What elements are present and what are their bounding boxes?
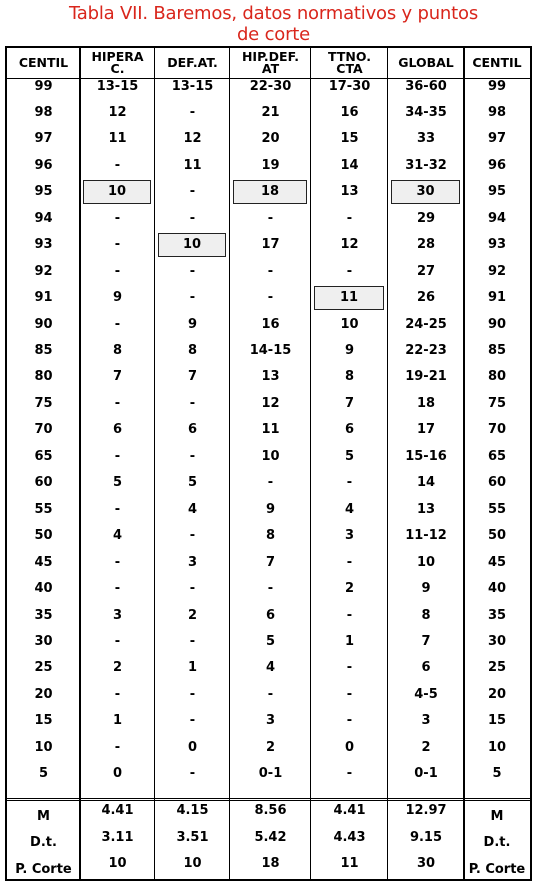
stats-cell: 18 <box>261 856 280 871</box>
table-cell: 3 <box>344 528 355 544</box>
stats-cell: 10 <box>183 856 202 871</box>
table-cell: 2 <box>344 581 355 597</box>
table-cell: - <box>189 581 196 597</box>
table-cell: 34-35 <box>405 104 447 120</box>
column-header-line: C. <box>110 61 125 76</box>
table-cell: 6 <box>421 660 431 676</box>
table-cell: 91 <box>487 290 507 306</box>
table-cell: 12 <box>108 104 127 120</box>
table-cell: - <box>346 263 353 279</box>
table-cell: - <box>114 316 121 332</box>
table-cell: 85 <box>487 343 507 358</box>
table-cell: 12 <box>261 395 280 411</box>
table-cell: 12 <box>340 237 359 253</box>
stats-cell: 10 <box>108 856 127 871</box>
table-cell: 1 <box>344 633 355 649</box>
table-cell: - <box>114 686 121 702</box>
stats-cell: 4.43 <box>333 829 366 845</box>
table-cell: 4-5 <box>414 686 438 702</box>
table-cell: 99 <box>487 78 507 94</box>
table-cell: - <box>189 766 196 782</box>
table-cell: 14 <box>416 475 436 491</box>
table-cell: 10 <box>340 316 359 332</box>
stats-cell: M <box>490 808 504 824</box>
table-cell: 11-12 <box>405 528 447 544</box>
stats-divider <box>7 798 530 801</box>
column-header-line: AT <box>261 61 280 76</box>
table-cell: 2 <box>112 660 123 676</box>
table-cell: 60 <box>34 475 53 491</box>
highlighted-cut-off-cell: 11 <box>314 286 384 310</box>
table-cell: 30 <box>487 633 507 649</box>
table-cell: 8 <box>265 528 276 544</box>
table-cell: 25 <box>487 660 507 676</box>
table-cell: - <box>267 475 274 491</box>
column-header-line: TTNO. <box>328 49 371 64</box>
table-cell: 90 <box>34 316 53 332</box>
table-cell: 13 <box>416 501 436 517</box>
table-cell: - <box>189 686 196 702</box>
highlighted-cut-off-cell: 30 <box>391 180 460 204</box>
table-cell: - <box>114 263 121 279</box>
table-cell: 4 <box>344 501 355 517</box>
table-cell: 98 <box>34 104 53 120</box>
table-cell: 4 <box>112 528 123 544</box>
table-cell: - <box>114 501 121 517</box>
table-cell: 5 <box>344 448 355 464</box>
table-cell: - <box>114 633 121 649</box>
table-cell: 70 <box>34 422 53 438</box>
table-cell: 35 <box>487 607 507 623</box>
table-cell: 2 <box>265 739 276 755</box>
stats-cell: 4.41 <box>333 803 366 818</box>
column-header-line: DEF.AT. <box>167 55 218 70</box>
table-cell: 27 <box>416 263 436 279</box>
table-cell: 15 <box>487 713 507 729</box>
table-cell: 60 <box>487 475 507 491</box>
table-cell: 29 <box>416 210 436 226</box>
table-cell: 9 <box>112 290 123 306</box>
table-cell: 21 <box>261 104 280 120</box>
normative-table <box>5 46 532 881</box>
table-cell: 99 <box>34 78 53 94</box>
table-cell: 6 <box>265 607 276 623</box>
table-cell: 0-1 <box>414 766 438 782</box>
table-cell: 45 <box>34 554 53 570</box>
table-cell: - <box>114 554 121 570</box>
table-cell: - <box>189 713 196 729</box>
highlighted-cut-off-cell: 10 <box>158 233 226 257</box>
table-cell: 22-23 <box>405 343 447 358</box>
table-cell: 50 <box>487 528 507 544</box>
stats-cell: D.t. <box>30 835 57 850</box>
table-cell: 0 <box>344 739 355 755</box>
table-cell: 20 <box>487 686 507 702</box>
stats-cell: D.t. <box>483 835 511 850</box>
table-cell: - <box>114 395 121 411</box>
table-cell: 7 <box>344 395 355 411</box>
table-cell: 3 <box>421 713 431 729</box>
table-cell: 9 <box>421 581 431 597</box>
table-cell: 65 <box>487 448 507 464</box>
table-cell: 7 <box>421 633 431 649</box>
table-cell: 10 <box>261 448 280 464</box>
column-header-line: GLOBAL <box>398 55 454 70</box>
table-cell: 94 <box>487 210 507 226</box>
table-cell: 24-25 <box>405 316 447 332</box>
table-cell: 97 <box>487 131 507 147</box>
stats-cell: 3.51 <box>176 829 209 845</box>
table-cell: 5 <box>38 766 49 782</box>
table-cell: 5 <box>187 475 198 491</box>
table-cell: - <box>114 210 121 226</box>
table-cell: 5 <box>112 475 123 491</box>
table-cell: 28 <box>416 237 436 253</box>
table-cell: - <box>267 210 274 226</box>
table-cell: 6 <box>187 422 198 438</box>
table-cell: 20 <box>261 131 280 147</box>
table-cell: 35 <box>34 607 53 623</box>
table-cell: 0 <box>187 739 198 755</box>
table-cell: - <box>114 739 121 755</box>
table-cell: 12 <box>183 131 202 147</box>
highlighted-cut-off-cell: 10 <box>83 180 151 204</box>
table-cell: 17-30 <box>328 78 371 94</box>
table-cell: - <box>189 633 196 649</box>
table-cell: 10 <box>416 554 436 570</box>
table-cell: 9 <box>344 343 355 358</box>
column-header-line: CENTIL <box>472 55 522 70</box>
table-cell: 0 <box>112 766 123 782</box>
table-cell: 96 <box>487 157 507 173</box>
table-cell: 70 <box>487 422 507 438</box>
table-cell: 33 <box>416 131 436 147</box>
table-cell: - <box>189 184 196 200</box>
table-cell: 80 <box>487 369 507 385</box>
stats-cell: 30 <box>416 856 436 871</box>
table-cell: 75 <box>34 395 53 411</box>
column-header-line: HIP.DEF. <box>241 49 300 64</box>
table-cell: 2 <box>421 739 431 755</box>
table-cell: 55 <box>34 501 53 517</box>
table-cell: 36-60 <box>405 78 447 94</box>
table-cell: 15 <box>340 131 359 147</box>
table-cell: 50 <box>34 528 53 544</box>
table-cell: 13-15 <box>171 78 214 94</box>
table-cell: 30 <box>34 633 53 649</box>
table-cell: 45 <box>487 554 507 570</box>
table-cell: - <box>267 290 274 306</box>
table-cell: - <box>114 157 121 173</box>
table-cell: 90 <box>487 316 507 332</box>
stats-cell: 12.97 <box>405 803 447 818</box>
table-cell: 14 <box>340 157 359 173</box>
column-header-line: HIPERA <box>91 49 144 64</box>
table-cell: 1 <box>112 713 123 729</box>
table-cell: 0-1 <box>258 766 283 782</box>
table-title <box>0 3 547 45</box>
table-cell: 40 <box>34 581 53 597</box>
stats-cell: 9.15 <box>409 829 443 845</box>
table-cell: - <box>189 290 196 306</box>
table-title-line-2: de corte <box>236 24 311 45</box>
table-cell: 2 <box>187 607 198 623</box>
table-cell: 15 <box>34 713 53 729</box>
stats-cell: 4.41 <box>101 803 134 818</box>
table-cell: - <box>346 660 353 676</box>
table-cell: 1 <box>187 660 198 676</box>
table-title-line-1: Tabla VII. Baremos, datos normativos y puntos <box>68 3 478 24</box>
table-cell: 92 <box>487 263 507 279</box>
stats-cell: 4.15 <box>176 803 209 818</box>
table-cell: 13-15 <box>96 78 139 94</box>
table-cell: 91 <box>34 290 53 306</box>
table-cell: 17 <box>416 422 436 438</box>
table-cell: - <box>114 581 121 597</box>
table-cell: 98 <box>487 104 507 120</box>
table-cell: 93 <box>34 237 53 253</box>
table-cell: 3 <box>265 713 276 729</box>
table-cell: 95 <box>34 184 53 200</box>
table-cell: - <box>189 210 196 226</box>
stats-cell: M <box>37 808 50 824</box>
table-cell: - <box>267 263 274 279</box>
table-cell: 17 <box>261 237 280 253</box>
table-cell: 3 <box>187 554 198 570</box>
table-cell: 9 <box>265 501 276 517</box>
table-cell: 3 <box>112 607 123 623</box>
table-cell: 16 <box>261 316 280 332</box>
column-header-line: CTA <box>336 61 363 76</box>
table-cell: - <box>346 554 353 570</box>
table-cell: 25 <box>34 660 53 676</box>
table-cell: - <box>189 263 196 279</box>
table-cell: 6 <box>344 422 355 438</box>
table-cell: - <box>189 395 196 411</box>
table-cell: 7 <box>265 554 276 570</box>
table-cell: 97 <box>34 131 53 147</box>
table-cell: 19-21 <box>405 369 447 385</box>
table-cell: 5 <box>265 633 276 649</box>
table-cell: - <box>346 766 353 782</box>
stats-cell: P. Corte <box>468 861 526 877</box>
table-cell: 5 <box>492 766 502 782</box>
table-cell: - <box>267 581 274 597</box>
table-cell: 93 <box>487 237 507 253</box>
table-cell: 8 <box>112 343 123 358</box>
highlighted-cut-off-cell: 18 <box>233 180 307 204</box>
table-cell: 11 <box>108 131 127 147</box>
table-cell: 31-32 <box>405 157 447 173</box>
stats-cell: 5.42 <box>254 829 287 845</box>
stats-cell: P. Corte <box>15 861 72 877</box>
stats-cell: 8.56 <box>254 803 287 818</box>
table-cell: 92 <box>34 263 53 279</box>
table-cell: 6 <box>112 422 123 438</box>
table-cell: - <box>114 448 121 464</box>
table-cell: 8 <box>344 369 355 385</box>
table-cell: 95 <box>487 184 507 200</box>
table-cell: 11 <box>261 422 280 438</box>
table-cell: 65 <box>34 448 53 464</box>
table-cell: 8 <box>187 343 198 358</box>
table-cell: 94 <box>34 210 53 226</box>
table-cell: 11 <box>183 157 202 173</box>
table-cell: 75 <box>487 395 507 411</box>
column-header-line: CENTIL <box>18 55 69 70</box>
table-cell: 15-16 <box>405 448 447 464</box>
table-cell: 26 <box>416 290 436 306</box>
table-cell: 7 <box>187 369 198 385</box>
table-cell: - <box>346 713 353 729</box>
table-cell: 7 <box>112 369 123 385</box>
table-cell: 16 <box>340 104 359 120</box>
table-cell: - <box>346 686 353 702</box>
table-cell: 22-30 <box>249 78 292 94</box>
stats-cell: 3.11 <box>101 829 134 845</box>
table-cell: 96 <box>34 157 53 173</box>
table-cell: 85 <box>34 343 53 358</box>
table-cell: 20 <box>34 686 53 702</box>
table-cell: - <box>114 237 121 253</box>
table-cell: 13 <box>261 369 280 385</box>
table-cell: 9 <box>187 316 198 332</box>
table-cell: 19 <box>261 157 280 173</box>
table-cell: - <box>346 607 353 623</box>
table-cell: 4 <box>187 501 198 517</box>
table-cell: - <box>189 104 196 120</box>
table-cell: - <box>189 448 196 464</box>
table-cell: 10 <box>487 739 507 755</box>
stats-cell: 11 <box>340 856 359 871</box>
table-cell: 14-15 <box>249 343 292 358</box>
table-cell: 18 <box>416 395 436 411</box>
table-cell: 10 <box>34 739 53 755</box>
table-cell: 4 <box>265 660 276 676</box>
table-cell: - <box>346 210 353 226</box>
table-cell: 40 <box>487 581 507 597</box>
table-cell: 8 <box>421 607 431 623</box>
table-cell: - <box>267 686 274 702</box>
table-cell: 80 <box>34 369 53 385</box>
table-cell: - <box>346 475 353 491</box>
table-cell: 55 <box>487 501 507 517</box>
table-cell: - <box>189 528 196 544</box>
table-cell: 13 <box>340 184 359 200</box>
